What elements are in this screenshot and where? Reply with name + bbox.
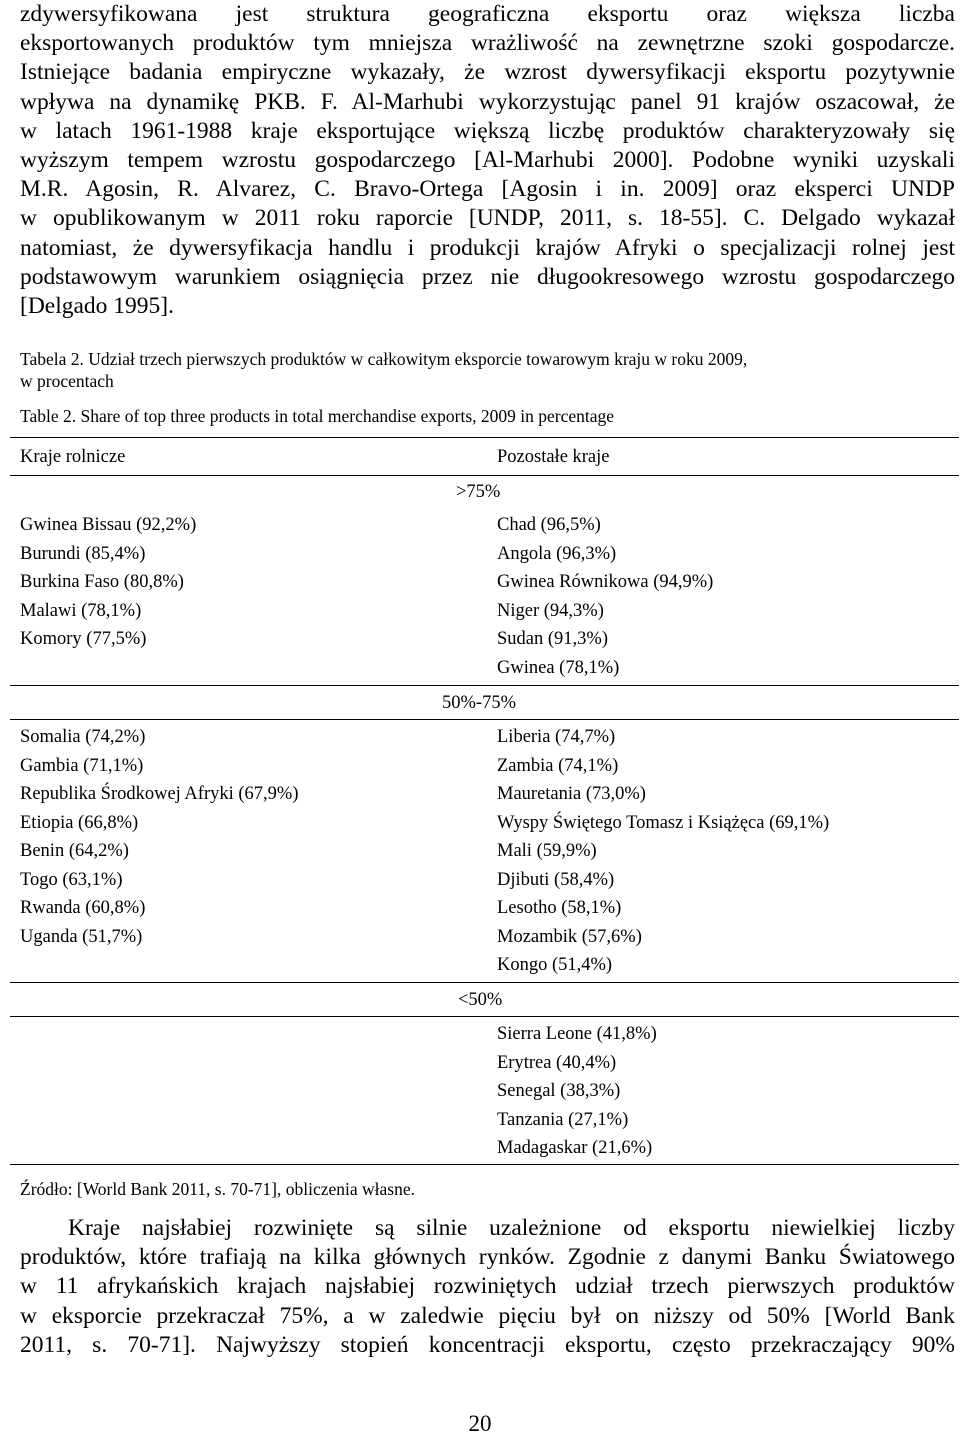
list-item: Gwinea Bissau (92,2%) — [20, 515, 197, 535]
list-item: Mali (59,9%) — [497, 841, 597, 861]
text-line: wpływa na dynamikę PKB. F. Al-Marhubi wykorzystując panel 91 krajów oszacował, że — [20, 88, 955, 115]
text-line: 2011, s. 70-71]. Najwyższy stopień koncentracji eksportu, często przekraczający 90% — [20, 1331, 955, 1358]
list-item: Gwinea Równikowa (94,9%) — [497, 572, 714, 592]
text-line: podstawowym warunkiem osiągnięcia przez nie długookresowego wzrostu gospodarczego — [20, 263, 955, 290]
text-line: zdywersyfikowana jest struktura geograficzna eksportu oraz większa liczba — [20, 1, 955, 27]
text-line: w opublikowanym w 2011 roku raporcie [UNDP, 2011, s. 18-55]. C. Delgado wykazał — [20, 205, 955, 232]
list-item: Djibuti (58,4%) — [497, 869, 615, 890]
table-bottom-rule — [10, 1164, 959, 1165]
list-item: Kongo (51,4%) — [497, 955, 613, 975]
list-item: Malawi (78,1%) — [20, 600, 142, 621]
list-item: Madagaskar (21,6%) — [497, 1138, 653, 1158]
text-line: Kraje najsłabiej rozwinięte są silnie uzależnione od eksportu niewielkiej liczby — [68, 1215, 955, 1241]
caption-line: Tabela 2. Udział trzech pierwszych produktów w całkowitym eksporcie towarowym kraju w roku 2009, — [20, 349, 748, 369]
band-rule — [10, 1016, 959, 1017]
text-line: [Delgado 1995]. — [20, 292, 175, 319]
list-item: Senegal (38,3%) — [497, 1081, 621, 1101]
list-item: Republika Środkowej Afryki (67,9%) — [20, 784, 299, 804]
band-label-50-to-75: 50%-75% — [442, 693, 516, 713]
list-item: Liberia (74,7%) — [497, 727, 616, 747]
list-item: Chad (96,5%) — [497, 515, 601, 535]
list-item: Wyspy Świętego Tomasz i Książęca (69,1%) — [497, 812, 830, 833]
list-item: Etiopia (66,8%) — [20, 812, 139, 833]
list-item: Komory (77,5%) — [20, 629, 147, 649]
text-line: natomiast, że dywersyfikacja handlu i produkcji krajów Afryki o specjalizacji rolnej jest — [20, 234, 955, 261]
band-label-under-50: <50% — [458, 990, 503, 1010]
caption-line: w procentach — [20, 371, 114, 391]
text-line: w eksporcie przekraczał 75%, a w zaledwie pięciu był on niższy od 50% [World Bank — [20, 1302, 955, 1329]
list-item: Lesotho (58,1%) — [497, 898, 622, 918]
text-line: w latach 1961-1988 kraje eksportujące większą liczbę produktów charakteryzowały się — [20, 117, 955, 144]
list-item: Benin (64,2%) — [20, 841, 129, 861]
list-item: Sierra Leone (41,8%) — [497, 1024, 657, 1044]
text-line: eksportowanych produktów tym mniejsza wrażliwość na zewnętrzne szoki gospodarcze. — [20, 30, 955, 57]
closing-paragraph — [20, 1214, 955, 1360]
band-rule — [10, 982, 959, 983]
list-item: Togo (63,1%) — [20, 869, 123, 890]
list-item: Somalia (74,2%) — [20, 727, 146, 747]
band-over-75-agricultural-list — [20, 511, 196, 654]
list-item: Rwanda (60,8%) — [20, 898, 146, 918]
band-over-75-other-list — [497, 511, 713, 682]
intro-paragraph — [20, 0, 955, 321]
header-rule — [10, 475, 959, 476]
list-item: Sudan (91,3%) — [497, 629, 608, 649]
list-item: Gwinea (78,1%) — [497, 657, 620, 678]
text-line: Istniejące badania empiryczne wykazały, że wzrost dywersyfikacji eksportu pozytywnie — [20, 59, 955, 86]
text-line: wyższym tempem wzrostu gospodarczego [Al-Marhubi 2000]. Podobne wyniki uzyskali — [20, 146, 955, 173]
list-item: Tanzania (27,1%) — [497, 1109, 629, 1130]
list-item: Niger (94,3%) — [497, 600, 604, 621]
list-item: Mozambik (57,6%) — [497, 926, 642, 947]
band-rule — [10, 685, 959, 686]
header-other-countries: Pozostałe kraje — [497, 447, 610, 467]
list-item: Mauretania (73,0%) — [497, 784, 646, 804]
list-item: Erytrea (40,4%) — [497, 1052, 617, 1073]
list-item: Zambia (74,1%) — [497, 755, 619, 776]
page-number: 20 — [468, 1411, 492, 1436]
text-line: M.R. Agosin, R. Alvarez, C. Bravo-Ortega [Agosin i in. 2009] oraz eksperci UNDP — [20, 176, 955, 203]
band-50-to-75-other-list — [497, 723, 829, 980]
table-caption-english: Table 2. Share of top three products in total merchandise exports, 2009 in percentage — [20, 406, 615, 426]
list-item: Gambia (71,1%) — [20, 755, 144, 776]
band-under-50-other-list — [497, 1020, 657, 1163]
list-item: Burundi (85,4%) — [20, 543, 146, 564]
list-item: Angola (96,3%) — [497, 543, 617, 564]
source-note: Źródło: [World Bank 2011, s. 70-71], obliczenia własne. — [20, 1179, 416, 1199]
band-label-over-75: >75% — [456, 482, 501, 502]
list-item: Uganda (51,7%) — [20, 926, 143, 947]
band-rule — [10, 719, 959, 720]
band-50-to-75-agricultural-list — [20, 723, 299, 951]
text-line: w 11 afrykańskich krajach najsłabiej rozwiniętych udział trzech pierwszych produktów — [20, 1273, 955, 1300]
table-caption-polish — [20, 348, 955, 392]
header-agricultural-countries: Kraje rolnicze — [20, 447, 126, 467]
table-top-rule — [10, 437, 959, 438]
list-item: Burkina Faso (80,8%) — [20, 572, 184, 592]
text-line: produktów, które trafiają na kilka głównych rynków. Zgodnie z danymi Banku Światowego — [20, 1244, 955, 1271]
